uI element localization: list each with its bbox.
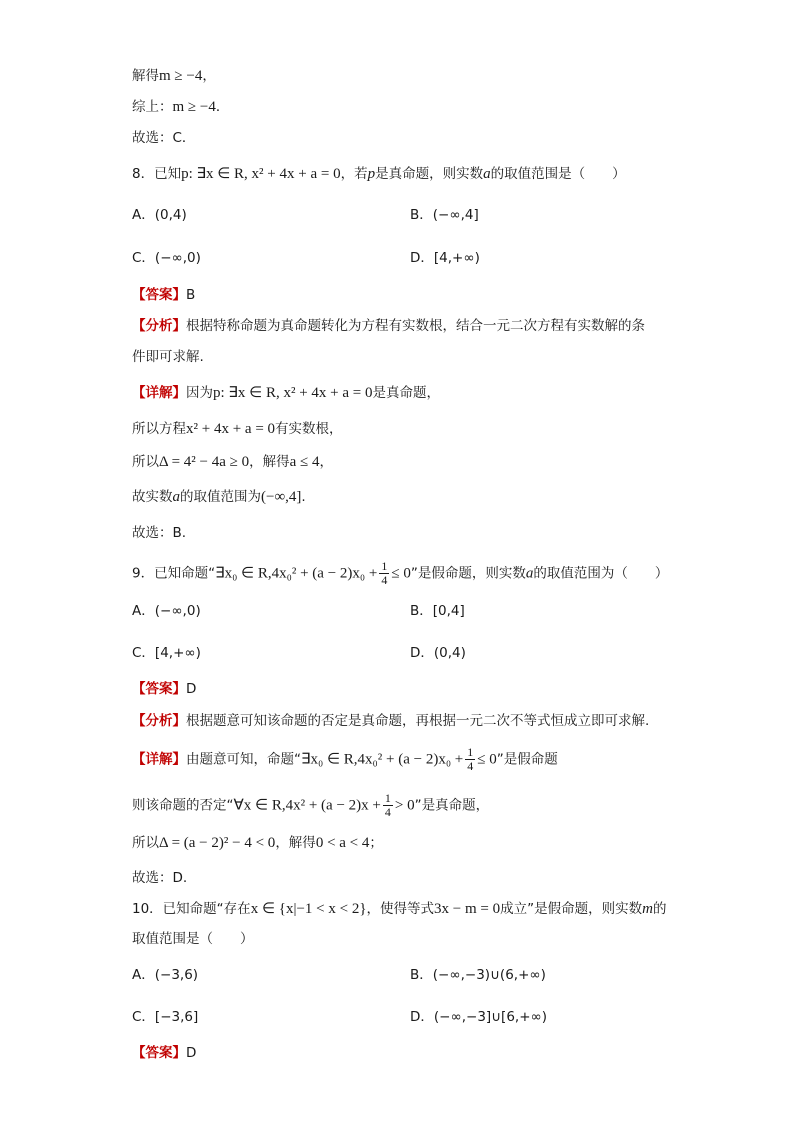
answer-line [132, 285, 195, 305]
question-8-stem: 8．已知p: ∃x ∈ R, x² + 4x + a = 0，若p是真命题，则实数a的取值范围是（ ） [132, 166, 626, 182]
option-a[interactable]: A．(−3,6) [132, 967, 199, 983]
option-b[interactable]: B．[0,4] [410, 603, 465, 619]
option-d[interactable]: D．(0,4) [410, 645, 466, 661]
answer-tag: 【答案】 [132, 681, 186, 697]
fraction: $\frac{1}{4}$ [381, 559, 388, 587]
math-expr: m ≥ −4 [159, 68, 203, 84]
summary-line: 综上：m ≥ −4． [132, 99, 230, 115]
analysis-line: 【分析】根据特称命题为真命题转化为方程有实数根，结合一元二次方程有实数解的条 [132, 318, 645, 334]
option-c[interactable]: C．[−3,6] [132, 1009, 199, 1025]
option-a[interactable]: A．(0,4) [132, 207, 187, 223]
math-expr: m ≥ −4 [172, 99, 216, 115]
question-9-stem: 9．已知命题“∃x₀ ∈ R,4x₀² + (a − 2)x₀ + $\frac{1}{4}$ ≤ 0”是假命题，则实数a的取值范围为（ ） [132, 559, 669, 587]
detail-tag: 【详解】 [132, 385, 186, 401]
detail-line-3: 所以Δ = 4² − 4a ≥ 0，解得a ≤ 4， [132, 454, 334, 470]
option-c[interactable]: C．[4,+∞) [132, 645, 201, 661]
answer-line [132, 1043, 196, 1063]
detail-line: 【详解】因为p: ∃x ∈ R, x² + 4x + a = 0是真命题， [132, 385, 440, 401]
answer-value: B [186, 287, 196, 303]
choice-line: 故选：D. [132, 870, 188, 886]
question-10-stem-2: 取值范围是（ ） [132, 931, 254, 947]
choice-line: 故选：C． [132, 130, 196, 146]
fraction: $\frac{1}{4}$ [384, 791, 391, 819]
option-b[interactable]: B．(−∞,−3)∪(6,+∞) [410, 967, 546, 983]
answer-value: D [186, 1045, 197, 1061]
question-10-stem: 10．已知命题“存在x ∈ {x|−1 < x < 2}，使得等式3x − m = 0成立”是假命题，则实数m的 [132, 901, 667, 917]
option-a[interactable]: A．(−∞,0) [132, 603, 201, 619]
analysis-tag: 【分析】 [132, 713, 186, 729]
choice-line: 故选：B. [132, 525, 187, 541]
answer-value: D [186, 681, 197, 697]
option-d[interactable]: D．(−∞,−3]∪[6,+∞) [410, 1009, 548, 1025]
answer-line [132, 679, 196, 699]
analysis-line: 【分析】根据题意可知该命题的否定是真命题，再根据一元二次不等式恒成立即可求解. [132, 713, 650, 729]
detail-line-4: 故实数a的取值范围为(−∞,4]. [132, 489, 306, 505]
detail-tag: 【详解】 [132, 751, 186, 768]
detail-line-3: 所以Δ = (a − 2)² − 4 < 0，解得0 < a < 4； [132, 835, 383, 851]
analysis-line-2: 件即可求解. [132, 349, 204, 365]
detail-line-2: 则该命题的否定“∀x ∈ R,4x² + (a − 2)x + $\frac{1}{4}$ > 0”是真命题， [132, 791, 490, 819]
fraction: $\frac{1}{4}$ [467, 745, 474, 773]
option-c[interactable]: C．(−∞,0) [132, 250, 201, 266]
answer-tag: 【答案】 [132, 1045, 186, 1061]
analysis-tag: 【分析】 [132, 318, 186, 334]
detail-line-2: 所以方程x² + 4x + a = 0有实数根， [132, 421, 343, 437]
option-d[interactable]: D．[4,+∞) [410, 250, 480, 266]
detail-line: 【详解】由题意可知，命题“∃x₀ ∈ R,4x₀² + (a − 2)x₀ + $\frac{1}{4}$ ≤ 0”是假命题 [132, 745, 558, 773]
solution-line: 解得m ≥ −4， [132, 68, 216, 84]
answer-tag: 【答案】 [132, 287, 186, 303]
option-b[interactable]: B．(−∞,4] [410, 207, 479, 223]
